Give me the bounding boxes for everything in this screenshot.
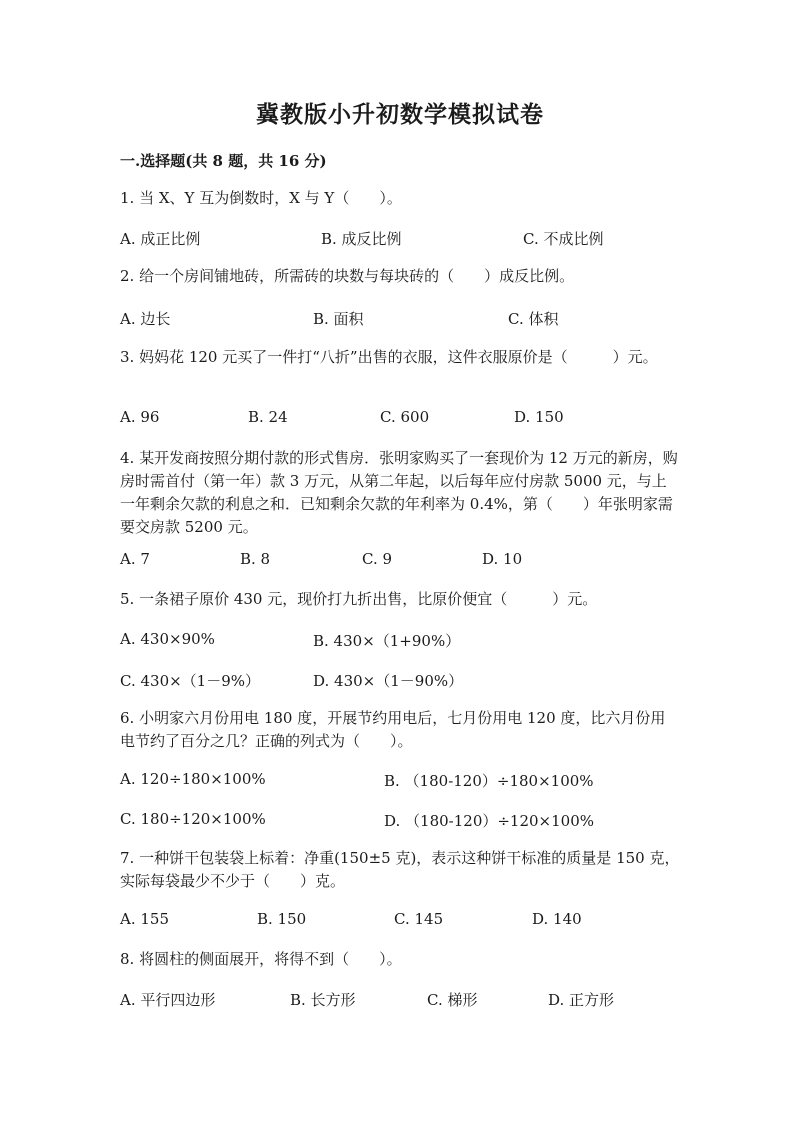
q2-option-b[interactable]: B. 面积 <box>313 310 364 328</box>
q8-option-b[interactable]: B. 长方形 <box>290 991 356 1009</box>
q3-option-a[interactable]: A. 96 <box>120 408 160 426</box>
q1-option-b[interactable]: B. 成反比例 <box>321 230 402 248</box>
q1-option-a[interactable]: A. 成正比例 <box>120 230 201 248</box>
question-4: 4. 某开发商按照分期付款的形式售房．张明家购买了一套现价为 12 万元的新房，购房时需首付（第一年）款 3 万元，从第二年起，以后每年应付房款 5000 元，与上一年剩余欠款的利息之和．已知剩余欠款的年利率为 0.4%，第（ ）年张明家需要交房款 5200 元。 <box>120 449 678 536</box>
question-6: 6. 小明家六月份用电 180 度，开展节约用电后，七月份用电 120 度，比六月份用电节约了百分之几？正确的列式为（ ）。 <box>120 709 666 750</box>
q6-option-a[interactable]: A. 120÷180×100% <box>120 770 266 788</box>
q3-option-b[interactable]: B. 24 <box>248 408 288 426</box>
q5-option-c[interactable]: C. 430×（1－9%） <box>120 672 261 690</box>
q4-option-b[interactable]: B. 8 <box>240 550 271 568</box>
q4-option-a[interactable]: A. 7 <box>120 550 150 568</box>
q4-option-d[interactable]: D. 10 <box>482 550 523 568</box>
q8-option-d[interactable]: D. 正方形 <box>548 991 615 1009</box>
question-5: 5. 一条裙子原价 430 元，现价打九折出售，比原价便宜（ ）元。 <box>120 590 598 608</box>
q6-option-d[interactable]: D. （180-120）÷120×100% <box>384 812 595 830</box>
question-8: 8. 将圆柱的侧面展开，将得不到（ ）。 <box>120 950 402 968</box>
q3-option-d[interactable]: D. 150 <box>514 408 564 426</box>
question-7: 7. 一种饼干包装袋上标着：净重(150±5 克)，表示这种饼干标准的质量是 150 克，实际每袋最少不少于（ ）克。 <box>120 849 680 890</box>
q7-option-b[interactable]: B. 150 <box>257 910 307 928</box>
q5-option-d[interactable]: D. 430×（1－90%） <box>313 672 464 690</box>
q5-option-a[interactable]: A. 430×90% <box>120 630 215 648</box>
q4-option-c[interactable]: C. 9 <box>362 550 393 568</box>
q2-option-a[interactable]: A. 边长 <box>120 310 171 328</box>
q6-option-b[interactable]: B. （180-120）÷180×100% <box>384 772 594 790</box>
page-title: 冀教版小升初数学模拟试卷 <box>256 101 544 128</box>
q7-option-a[interactable]: A. 155 <box>120 910 169 928</box>
q1-option-c[interactable]: C. 不成比例 <box>523 230 604 248</box>
q8-option-c[interactable]: C. 梯形 <box>427 991 478 1009</box>
q2-option-c[interactable]: C. 体积 <box>508 310 559 328</box>
q3-option-c[interactable]: C. 600 <box>380 408 430 426</box>
q7-option-d[interactable]: D. 140 <box>532 910 582 928</box>
question-2: 2. 给一个房间铺地砖，所需砖的块数与每块砖的（ ）成反比例。 <box>120 267 575 285</box>
q8-option-a[interactable]: A. 平行四边形 <box>120 991 216 1009</box>
q7-option-c[interactable]: C. 145 <box>394 910 444 928</box>
question-3: 3. 妈妈花 120 元买了一件打“八折”出售的衣服，这件衣服原价是（ ）元。 <box>120 348 658 366</box>
question-1: 1. 当 X、Y 互为倒数时，X 与 Y（ ）。 <box>120 189 402 207</box>
section-heading: 一.选择题(共 8 题，共 16 分) <box>120 152 327 170</box>
q5-option-b[interactable]: B. 430×（1+90%） <box>313 632 461 650</box>
q6-option-c[interactable]: C. 180÷120×100% <box>120 810 266 828</box>
